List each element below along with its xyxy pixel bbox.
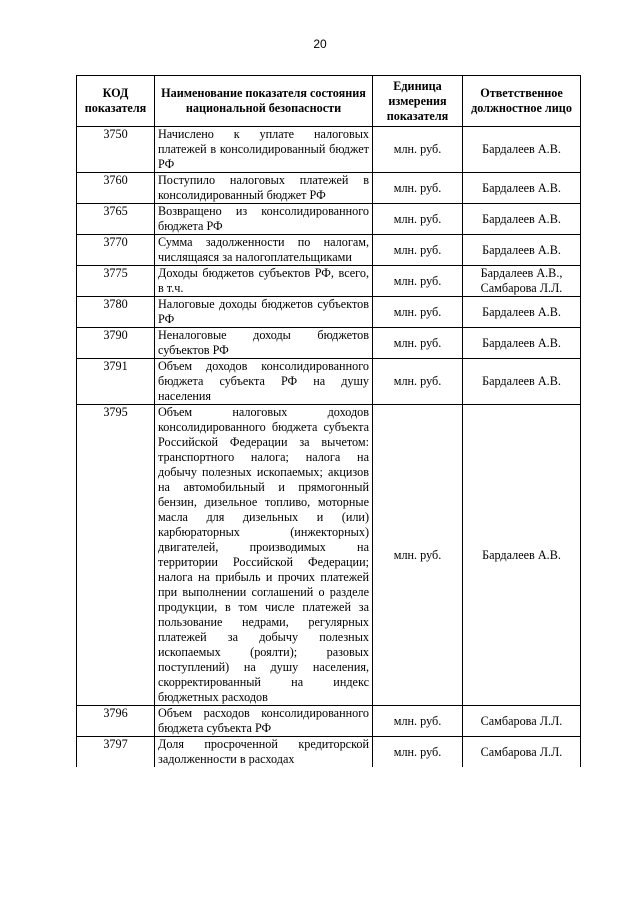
row-code: 3797 — [77, 737, 155, 768]
row-code: 3775 — [77, 266, 155, 297]
row-responsible: Бардалеев А.В. — [463, 359, 581, 405]
row-unit: млн. руб. — [373, 737, 463, 768]
row-responsible: Бардалеев А.В. — [463, 405, 581, 706]
row-code: 3790 — [77, 328, 155, 359]
row-name: Начислено к уплате налоговых платежей в консолидированный бюджет РФ — [155, 127, 373, 173]
row-unit: млн. руб. — [373, 706, 463, 737]
table-row — [77, 173, 581, 204]
row-code: 3780 — [77, 297, 155, 328]
row-responsible: Самбарова Л.Л. — [463, 737, 581, 768]
table-row — [77, 328, 581, 359]
table-row — [77, 297, 581, 328]
header-code: КОД показателя — [77, 76, 155, 127]
table-row — [77, 266, 581, 297]
row-unit: млн. руб. — [373, 204, 463, 235]
header-responsible: Ответственное должностное лицо — [463, 76, 581, 127]
row-unit: млн. руб. — [373, 359, 463, 405]
row-code: 3765 — [77, 204, 155, 235]
row-unit: млн. руб. — [373, 235, 463, 266]
row-unit: млн. руб. — [373, 127, 463, 173]
table-row — [77, 127, 581, 173]
row-name: Сумма задолженности по налогам, числящаяся за налогоплательщиками — [155, 235, 373, 266]
row-name: Объем расходов консолидированного бюджета субъекта РФ — [155, 706, 373, 737]
row-unit: млн. руб. — [373, 266, 463, 297]
row-unit: млн. руб. — [373, 328, 463, 359]
row-responsible: Бардалеев А.В., Самбарова Л.Л. — [463, 266, 581, 297]
row-responsible: Бардалеев А.В. — [463, 204, 581, 235]
page-number: 20 — [313, 37, 327, 51]
row-name: Налоговые доходы бюджетов субъектов РФ — [155, 297, 373, 328]
table-row — [77, 405, 581, 706]
table-header-row — [77, 76, 581, 127]
row-code: 3796 — [77, 706, 155, 737]
row-code: 3770 — [77, 235, 155, 266]
row-name: Доля просроченной кредиторской задолженности в расходах — [155, 737, 373, 768]
table-row — [77, 737, 581, 768]
row-name: Возвращено из консолидированного бюджета РФ — [155, 204, 373, 235]
row-responsible: Бардалеев А.В. — [463, 297, 581, 328]
table-row — [77, 235, 581, 266]
table-row — [77, 204, 581, 235]
row-responsible: Бардалеев А.В. — [463, 235, 581, 266]
header-unit: Единица измерения показателя — [373, 76, 463, 127]
header-name: Наименование показателя состояния национальной безопасности — [155, 76, 373, 127]
table-row — [77, 706, 581, 737]
row-name: Неналоговые доходы бюджетов субъектов РФ — [155, 328, 373, 359]
row-unit: млн. руб. — [373, 297, 463, 328]
table-row — [77, 359, 581, 405]
row-code: 3795 — [77, 405, 155, 706]
row-name: Поступило налоговых платежей в консолидированный бюджет РФ — [155, 173, 373, 204]
row-responsible: Самбарова Л.Л. — [463, 706, 581, 737]
row-unit: млн. руб. — [373, 173, 463, 204]
row-responsible: Бардалеев А.В. — [463, 328, 581, 359]
row-code: 3760 — [77, 173, 155, 204]
row-name: Объем налоговых доходов консолидированного бюджета субъекта Российской Федерации за вычетом: транспортного налога; налога на добычу полезных ископаемых; акцизов на автомобильный и прямогонный бензин, дизельное топливо, моторные масла для дизельных и (или) карбюраторных (инжекторных) двигателей, производимых на территории Российской Федерации; налога на прибыль и прочих платежей при выполнении соглашений о разделе продукции, в том числе платежей за пользование недрами, регулярных платежей за добычу полезных ископаемых (роялти); разовых поступлений) на душу населения, скорректированный на индекс бюджетных расходов — [155, 405, 373, 706]
row-name: Объем доходов консолидированного бюджета субъекта РФ на душу населения — [155, 359, 373, 405]
row-unit: млн. руб. — [373, 405, 463, 706]
row-name: Доходы бюджетов субъектов РФ, всего, в т.ч. — [155, 266, 373, 297]
row-responsible: Бардалеев А.В. — [463, 127, 581, 173]
row-responsible: Бардалеев А.В. — [463, 173, 581, 204]
indicators-table — [76, 75, 581, 767]
row-code: 3750 — [77, 127, 155, 173]
row-code: 3791 — [77, 359, 155, 405]
